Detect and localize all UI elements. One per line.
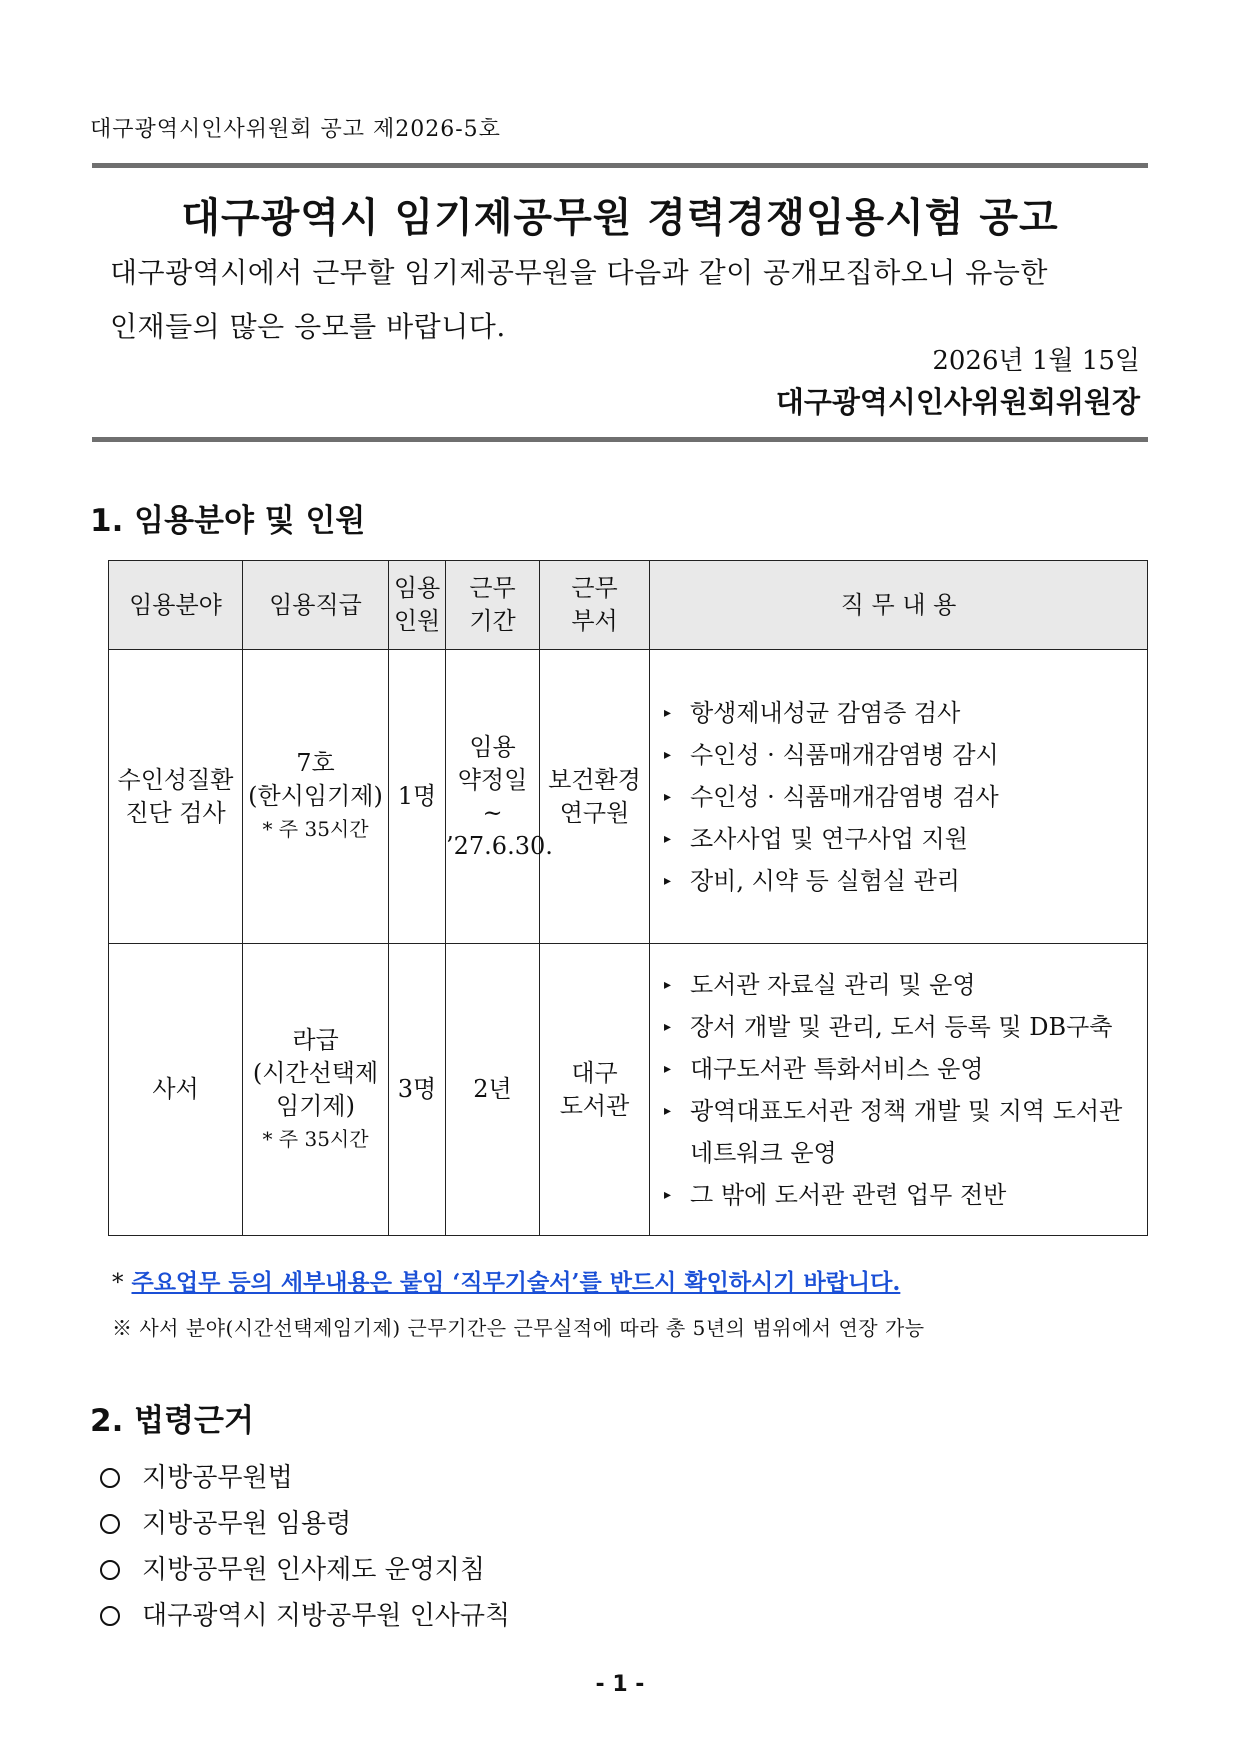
law-text: 지방공무원 인사제도 운영지침: [142, 1555, 486, 1585]
dept-line-1: 대구: [571, 1058, 618, 1087]
grade-line-4: * 주 35시간: [262, 1126, 369, 1151]
header-field: 임용분야: [109, 561, 243, 650]
duty-item: [664, 776, 1147, 818]
duty-text: 대구도서관 특화서비스 운영: [690, 1054, 984, 1083]
list-item: [100, 1455, 510, 1501]
header-period-line-1: 근무: [469, 574, 516, 602]
duty-text: 그 밖에 도서관 관련 업무 전반: [690, 1180, 1007, 1209]
header-grade: 임용직급: [243, 561, 389, 650]
duty-item: [664, 1174, 1147, 1216]
duty-item: [664, 860, 1147, 902]
circle-icon: [100, 1560, 120, 1580]
law-text: 지방공무원 임용령: [142, 1509, 352, 1539]
cell-dept: [540, 944, 650, 1236]
cell-period: 2년: [446, 944, 540, 1236]
triangle-right-icon: ▸: [664, 704, 672, 721]
header-period-line-2: 기간: [469, 607, 516, 635]
issuer: 대구광역시인사위원회위원장: [775, 385, 1140, 419]
duty-text: 항생제내성균 감염증 검사: [690, 698, 961, 727]
top-divider: [92, 163, 1148, 168]
grade-line-1: 7호: [296, 749, 335, 777]
triangle-right-icon: ▸: [664, 1186, 672, 1203]
note-detail-link: [112, 1264, 900, 1297]
triangle-right-icon: ▸: [664, 830, 672, 847]
grade-line-3: * 주 35시간: [262, 817, 369, 841]
table-row: [109, 944, 1148, 1236]
header-duties: 직 무 내 용: [650, 561, 1148, 650]
header-dept-line-1: 근무: [571, 574, 618, 602]
cell-count: 1명: [389, 650, 446, 944]
period-line-2: 약정일: [457, 765, 528, 794]
duty-text: 도서관 자료실 관리 및 운영: [690, 970, 976, 999]
intro-line-2: 인재들의 많은 응모를 바랍니다.: [110, 310, 506, 343]
header-period: [446, 561, 540, 650]
notice-number: 대구광역시인사위원회 공고 제2026-5호: [90, 117, 501, 142]
grade-line-3: 임기제): [276, 1091, 355, 1120]
cell-dept: [540, 650, 650, 944]
table-header-row: [109, 561, 1148, 650]
dept-line-2: 도서관: [559, 1091, 630, 1120]
notice-date: 2026년 1월 15일: [932, 346, 1140, 376]
bottom-divider: [92, 437, 1148, 442]
note-extension: ※ 사서 분야(시간선택제임기제) 근무기간은 근무실적에 따라 총 5년의 범위에서 연장 가능: [112, 1316, 925, 1340]
period-line-1: 임용: [469, 732, 516, 761]
law-text: 대구광역시 지방공무원 인사규칙: [142, 1601, 511, 1631]
duty-text: 조사사업 및 연구사업 지원: [690, 824, 968, 853]
cell-field: 사서: [109, 944, 243, 1236]
list-item: [100, 1593, 510, 1639]
triangle-right-icon: ▸: [664, 976, 672, 993]
header-count-line-1: 임용: [393, 574, 441, 602]
grade-line-2: (시간선택제: [252, 1058, 379, 1087]
table-row: [109, 650, 1148, 944]
cell-duties: [650, 650, 1148, 944]
duty-item: [664, 1048, 1147, 1090]
grade-line-2: (한시임기제): [248, 782, 383, 810]
recruitment-table: [108, 560, 1148, 1236]
field-line-1: 수인성질환: [117, 765, 234, 794]
page-title: 대구광역시 임기제공무원 경력경쟁임용시험 공고: [181, 195, 1059, 241]
duty-text: 광역대표도서관 정책 개발 및 지역 도서관 네트워크 운영: [690, 1096, 1123, 1167]
cell-period: [446, 650, 553, 944]
list-item: [100, 1547, 510, 1593]
duty-text: 장비, 시약 등 실험실 관리: [690, 866, 960, 895]
cell-grade: [243, 944, 389, 1236]
triangle-right-icon: ▸: [664, 872, 672, 889]
period-line-4: ’27.6.30.: [446, 831, 553, 860]
dept-line-1: 보건환경: [548, 765, 641, 794]
header-count-line-2: 인원: [393, 607, 441, 635]
triangle-right-icon: ▸: [664, 746, 672, 763]
grade-line-1: 라급: [292, 1025, 339, 1054]
triangle-right-icon: ▸: [664, 788, 672, 805]
field-line-2: 진단 검사: [125, 798, 226, 827]
section-1-title: 1. 임용분야 및 인원: [90, 503, 366, 539]
duty-item: [664, 734, 1147, 776]
intro-text: [110, 246, 1150, 354]
law-list: [100, 1455, 510, 1639]
section-2-title: 2. 법령근거: [90, 1403, 254, 1439]
header-count: [389, 561, 446, 650]
cell-duties: [650, 944, 1148, 1236]
duty-item: [664, 1006, 1147, 1048]
law-text: 지방공무원법: [142, 1463, 293, 1493]
triangle-right-icon: ▸: [664, 1018, 672, 1035]
cell-grade: [243, 650, 389, 944]
circle-icon: [100, 1514, 120, 1534]
circle-icon: [100, 1606, 120, 1626]
header-dept-line-2: 부서: [571, 607, 618, 635]
duty-item: [664, 818, 1147, 860]
header-dept: [540, 561, 650, 650]
cell-field: [109, 650, 243, 944]
triangle-right-icon: ▸: [664, 1102, 672, 1119]
duty-item: [664, 692, 1147, 734]
circle-icon: [100, 1468, 120, 1488]
duty-text: 수인성 · 식품매개감염병 검사: [690, 782, 999, 811]
triangle-right-icon: ▸: [664, 1060, 672, 1077]
duty-text: 수인성 · 식품매개감염병 감시: [690, 740, 999, 769]
period-line-3: ~: [482, 798, 503, 827]
note-asterisk: *: [112, 1270, 124, 1296]
list-item: [100, 1501, 510, 1547]
intro-line-1: 대구광역시에서 근무할 임기제공무원을 다음과 같이 공개모집하오니 유능한: [110, 256, 1048, 289]
dept-line-2: 연구원: [559, 798, 630, 827]
duty-text: 장서 개발 및 관리, 도서 등록 및 DB구축: [690, 1012, 1113, 1041]
duty-item: [664, 1090, 1147, 1174]
page-number: - 1 -: [595, 1672, 645, 1697]
cell-count: 3명: [389, 944, 446, 1236]
job-description-link[interactable]: 주요업무 등의 세부내용은 붙임 ‘직무기술서’를 반드시 확인하시기 바랍니다.: [131, 1269, 901, 1296]
duty-item: [664, 964, 1147, 1006]
